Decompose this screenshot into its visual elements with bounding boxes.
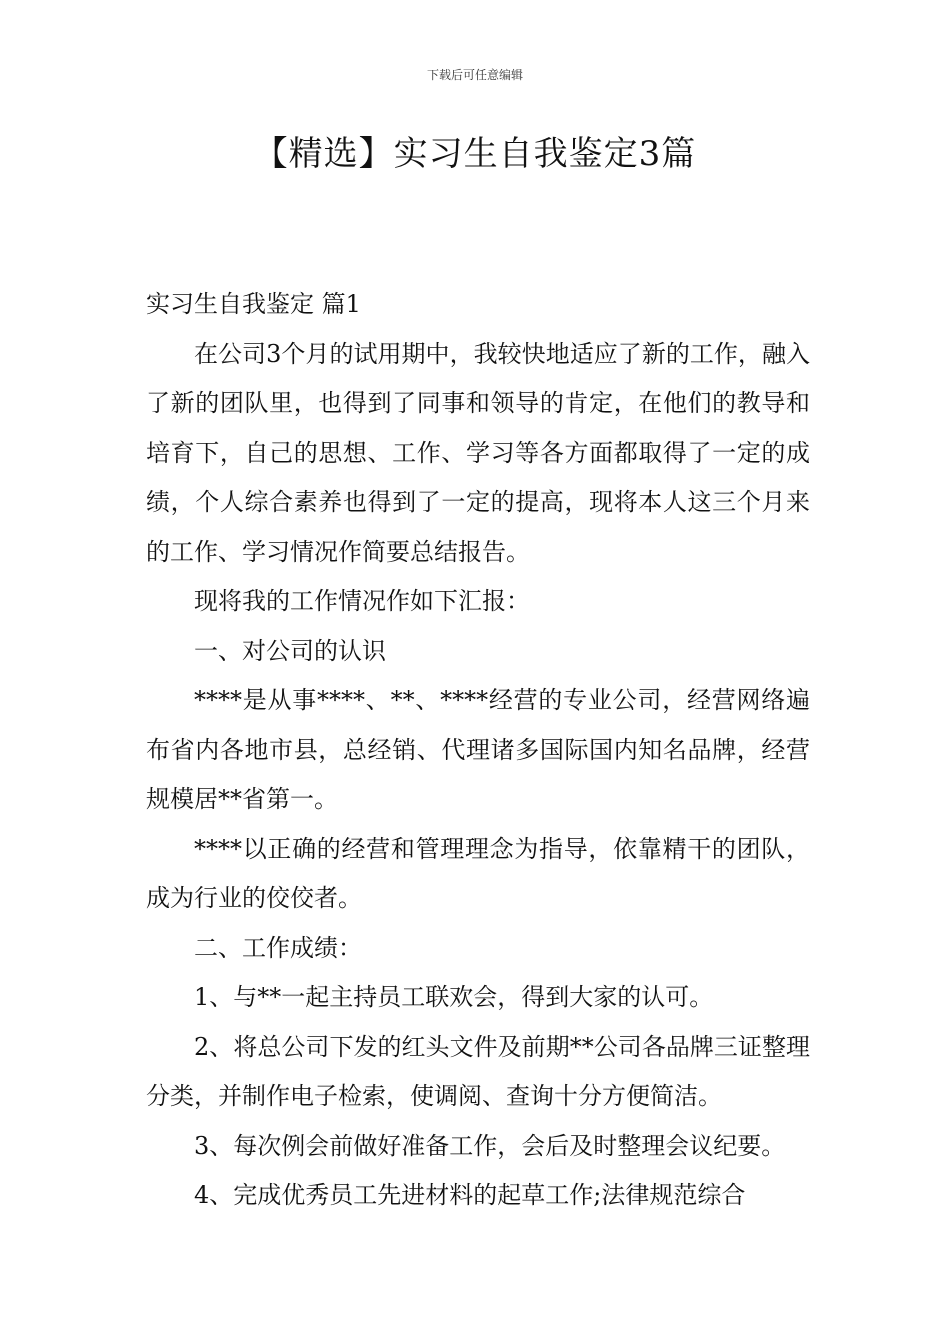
paragraph-company-philosophy: ****以正确的经营和管理理念为指导，依靠精干的团队，成为行业的佼佼者。 (146, 834, 810, 912)
paragraph-company-profile: ****是从事****、**、****经营的专业公司，经营网络遍布省内各地市县，总经销、代理诸多国际国内知名品牌，经营规模居**省第一。 (146, 686, 810, 813)
list-item-achievement-3: 3、每次例会前做好准备工作，会后及时整理会议纪要。 (194, 1131, 786, 1160)
document-title: 【精选】实习生自我鉴定3篇 (253, 134, 697, 174)
paragraph-intro: 在公司3个月的试用期中，我较快地适应了新的工作，融入了新的团队里，也得到了同事和领导的肯定，在他们的教导和培育下，自己的思想、工作、学习等各方面都取得了一定的成绩，个人综合素养也得到了一定的提高，现将本人这三个月来的工作、学习情况作简要总结报告。 (146, 339, 810, 566)
section-heading: 实习生自我鉴定 篇1 (146, 290, 361, 318)
list-item-achievement-4: 4、完成优秀员工先进材料的起草工作;法律规范综合 (194, 1181, 746, 1209)
subheading-company-understanding: 一、对公司的认识 (194, 636, 386, 665)
list-item-achievement-1: 1、与**一起主持员工联欢会，得到大家的认可。 (194, 983, 714, 1011)
subheading-work-achievements: 二、工作成绩： (194, 933, 362, 962)
document-body (146, 280, 810, 1221)
paragraph-report-intro: 现将我的工作情况作如下汇报： (194, 587, 530, 615)
download-watermark: 下载后可任意编辑 (426, 68, 523, 82)
list-item-achievement-2: 2、将总公司下发的红头文件及前期**公司各品牌三证整理分类，并制作电子检索，使调阅、查询十分方便简洁。 (146, 1032, 810, 1110)
